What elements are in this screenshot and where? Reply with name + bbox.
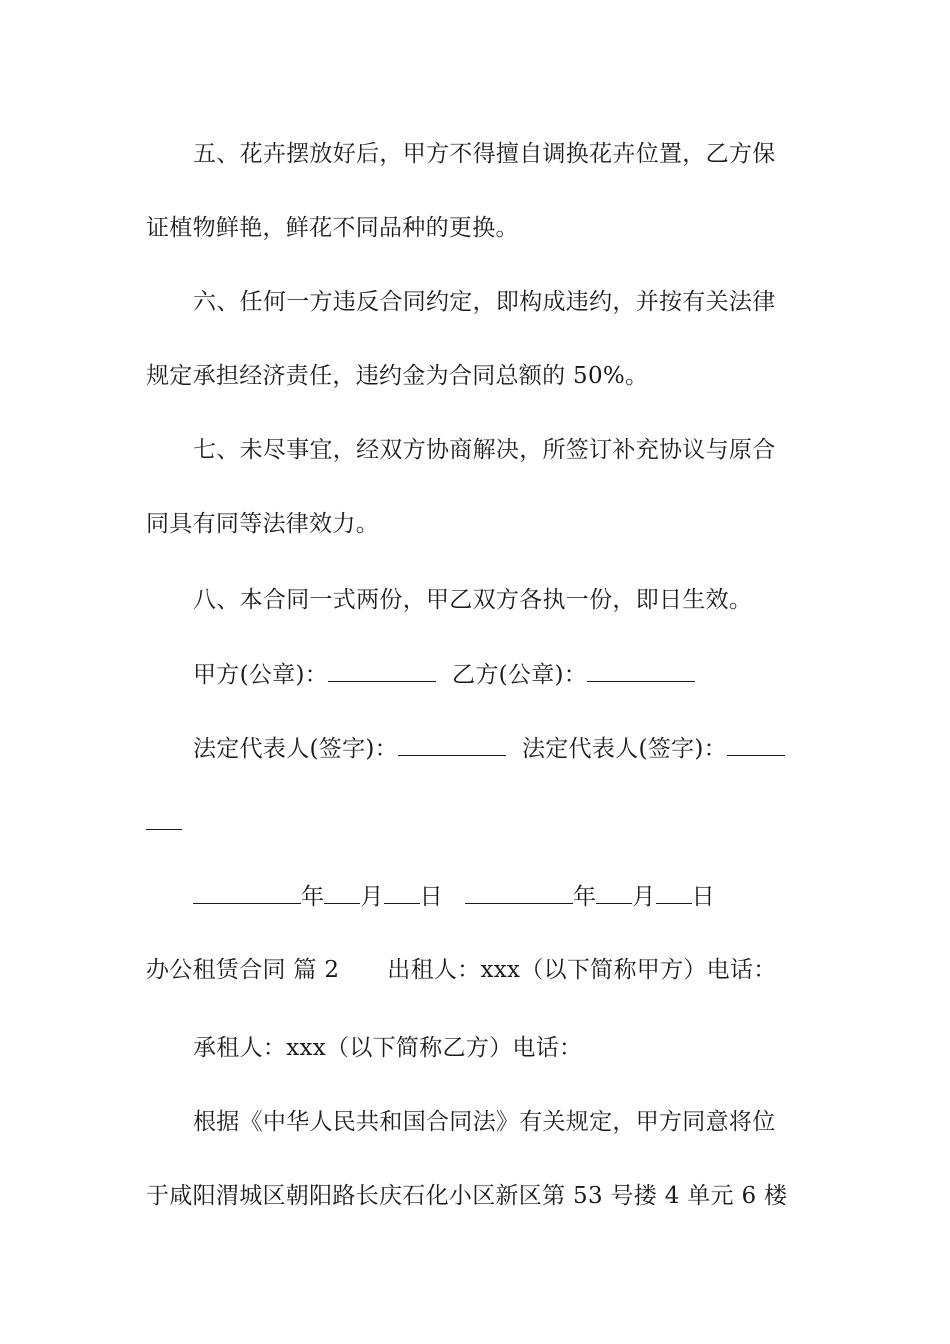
date-b-month-label: 月 bbox=[632, 884, 656, 910]
party-a-seal-blank bbox=[328, 659, 436, 682]
paragraph-7-line-2: 同具有同等法律效力。 bbox=[146, 511, 379, 537]
party-b-seal-blank bbox=[587, 659, 695, 682]
rep-a-blank bbox=[398, 733, 506, 756]
lessee-line: 承租人：xxx（以下简称乙方）电话： bbox=[193, 1035, 583, 1061]
date-b-year-label: 年 bbox=[572, 884, 597, 910]
date-a-day-blank bbox=[384, 881, 420, 904]
date-b-day-blank bbox=[656, 881, 692, 904]
date-a-year-label: 年 bbox=[301, 884, 325, 910]
date-a-year-blank bbox=[193, 881, 301, 904]
party-b-seal-label: 乙方(公章)： bbox=[452, 662, 588, 688]
date-b-month-blank bbox=[596, 881, 632, 904]
representative-blank-continued bbox=[146, 807, 182, 837]
date-a-day-label: 日 bbox=[419, 884, 443, 910]
rep-b-label: 法定代表人(签字)： bbox=[521, 736, 727, 762]
rep-b-blank-continued bbox=[146, 807, 182, 830]
date-b-year-blank bbox=[465, 881, 573, 904]
paragraph-5-line-1: 五、花卉摆放好后，甲方不得擅自调换花卉位置，乙方保 bbox=[193, 141, 776, 167]
paragraph-7-line-1: 七、未尽事宜，经双方协商解决，所签订补充协议与原合 bbox=[193, 437, 776, 463]
paragraph-6-line-1: 六、任何一方违反合同约定，即构成违约，并按有关法律 bbox=[193, 289, 776, 315]
rep-b-blank bbox=[727, 733, 785, 756]
representative-signature-row bbox=[193, 733, 785, 763]
paragraph-6-line-2: 规定承担经济责任，违约金为合同总额的 50%。 bbox=[146, 363, 649, 389]
contract-2-header-row bbox=[146, 955, 777, 985]
contract-2-body-line-1: 根据《中华人民共和国合同法》有关规定，甲方同意将位 bbox=[193, 1109, 776, 1135]
contract-2-title: 办公租赁合同 篇 2 bbox=[146, 957, 340, 983]
date-row bbox=[193, 881, 715, 911]
rep-a-label: 法定代表人(签字)： bbox=[193, 736, 398, 762]
date-a-month-label: 月 bbox=[360, 884, 384, 910]
date-a-month-blank bbox=[324, 881, 360, 904]
lessor-line: 出租人：xxx（以下简称甲方）电话： bbox=[387, 957, 777, 983]
party-a-seal-label: 甲方(公章)： bbox=[193, 662, 329, 688]
date-b-day-label: 日 bbox=[691, 884, 715, 910]
contract-2-body-line-2: 于咸阳渭城区朝阳路长庆石化小区新区第 53 号搂 4 单元 6 楼 bbox=[146, 1183, 788, 1209]
paragraph-5-line-2: 证植物鲜艳，鲜花不同品种的更换。 bbox=[146, 215, 519, 241]
paragraph-8: 八、本合同一式两份，甲乙双方各执一份，即日生效。 bbox=[193, 587, 753, 613]
seal-signature-row bbox=[193, 659, 695, 689]
